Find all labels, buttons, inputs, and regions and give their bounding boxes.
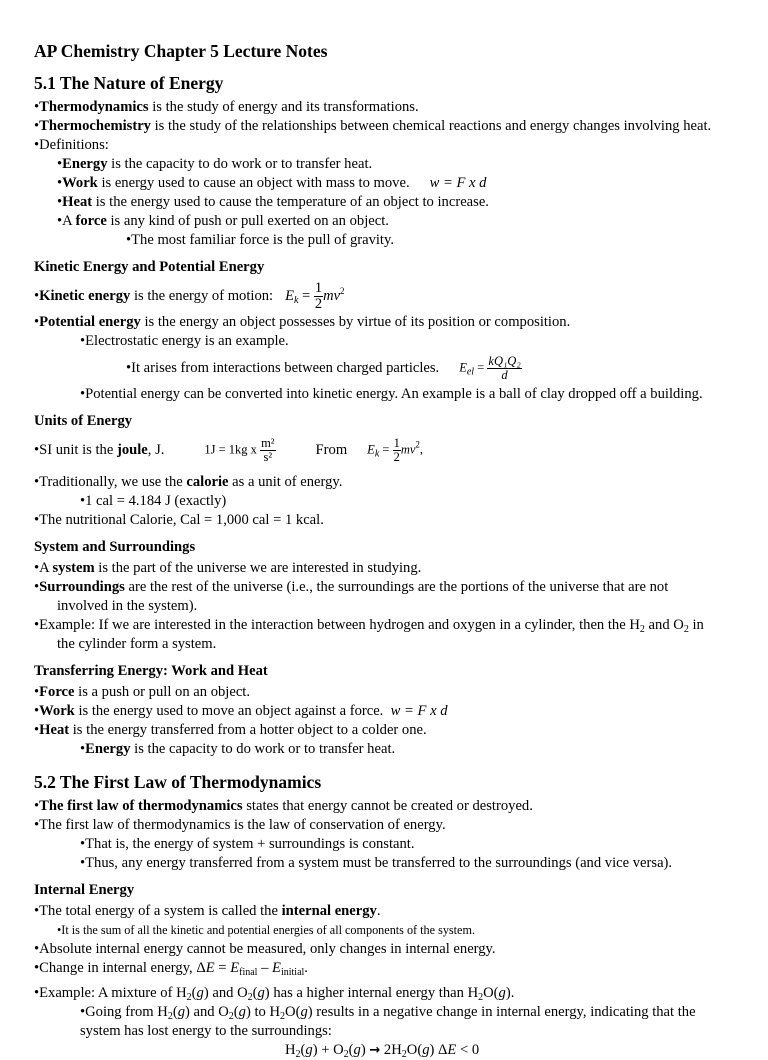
calorie-conversion: •1 cal = 4.184 J (exactly) [80, 493, 227, 509]
kinetic-energy-definition: •Kinetic energy is the energy of motion: $E_k$ = $\frac{1}{2}$ $mv^2$ [34, 279, 345, 313]
kinetic-energy-equation: $E_k$ = $\frac{1}{2}$ $mv^2$ [285, 279, 345, 313]
force-statement: •Force is a push or pull on an object. [34, 684, 251, 700]
internal-energy-example: •Example: A mixture of $H_2(g)$ and $O_2(g)$ has a higher internal energy than $H_2O(g)$. [34, 985, 515, 1003]
thermodynamics-definition: •Thermodynamics is the study of energy and its transformations. [34, 99, 419, 115]
internal-energy-sum-note: •It is the sum of all the kinetic and potential energies of all components of the system. [57, 923, 475, 937]
system-example: •Example: If we are interested in the interaction between hydrogen and oxygen in a cylinder, then the $H_2$ and $O_2$ in [34, 617, 704, 635]
kinetic-potential-heading: Kinetic Energy and Potential Energy [34, 259, 265, 275]
electrostatic-example: •Electrostatic energy is an example. [80, 333, 289, 349]
energy-definition: •Energy is the capacity to do work or to transfer heat. [57, 156, 373, 172]
absolute-energy-note: •Absolute internal energy cannot be measured, only changes in internal energy. [34, 941, 496, 957]
electrostatic-equation: $E_{el}$ = $\frac{\text{kQ₁Q₂}}{d}$ [459, 354, 521, 383]
half-fraction: $\frac{1}{2}$ [314, 279, 323, 313]
surroundings-continuation: involved in the system). [57, 598, 198, 614]
internal-energy-heading: Internal Energy [34, 882, 135, 898]
from-label: From [315, 442, 348, 458]
internal-energy-definition: •The total energy of a system is called the internal energy. [34, 903, 381, 919]
system-heading: System and Surroundings [34, 539, 196, 555]
kinetic-energy-equation-units: $E_k$ = $\frac{1}{2}$ $mv^2$, [367, 436, 424, 465]
heat-definition: •Heat is the energy used to cause the temperature of an object to increase. [57, 194, 489, 210]
negative-change-note: •Going from $H_2(g)$ and $O_2(g)$ to $H_2O(g)$ results in a negative change in internal energy, indicating that the [80, 1004, 696, 1022]
document-title: AP Chemistry Chapter 5 Lecture Notes [34, 41, 328, 61]
negative-change-continuation: system has lost energy to the surroundings: [80, 1023, 332, 1039]
first-law-statement: •The first law of thermodynamics states that energy cannot be created or destroyed. [34, 798, 533, 814]
surroundings-definition: •Surroundings are the rest of the universe (i.e., the surroundings are the portions of the universe that are not [34, 579, 669, 595]
system-example-continuation: the cylinder form a system. [57, 636, 217, 652]
work-statement: •Work is the energy used to move an object against a force. w = F x d [34, 703, 448, 719]
work-definition: •Work is energy used to cause an object with mass to move. w = F x d [57, 175, 487, 191]
section-heading-5-2: 5.2 The First Law of Thermodynamics [34, 772, 322, 792]
units-heading: Units of Energy [34, 413, 133, 429]
calorie-note: •Traditionally, we use the calorie as a unit of energy. [34, 474, 343, 490]
joule-equation: 1J = 1kg x $\frac{\text{m²}}{\text{s²}}$ [204, 436, 275, 465]
system-definition: •A system is the part of the universe we are interested in studying. [34, 560, 422, 576]
definitions-label: •Definitions: [34, 137, 109, 153]
work-equation-transfer: w = F x d [390, 703, 448, 719]
section-heading-5-1: 5.1 The Nature of Energy [34, 73, 224, 93]
conservation-statement: •The first law of thermodynamics is the law of conservation of energy. [34, 817, 446, 833]
transfer-heading: Transferring Energy: Work and Heat [34, 663, 268, 679]
transfer-note: •Thus, any energy transferred from a system must be transferred to the surroundings (and vice versa). [80, 855, 673, 871]
nutritional-calorie: •The nutritional Calorie, Cal = 1,000 cal = 1 kcal. [34, 512, 324, 528]
heat-statement: •Heat is the energy transferred from a hotter object to a colder one. [34, 722, 427, 738]
energy-statement: •Energy is the capacity to do work or to transfer heat. [80, 741, 396, 757]
reaction-arrow-icon: → [369, 1043, 381, 1058]
change-in-energy: •Change in internal energy, $\Delta E = E_{final} - E_{initial}$. [34, 960, 308, 978]
potential-energy-definition: •Potential energy is the energy an object possesses by virtue of its position or composition. [34, 314, 571, 330]
force-definition: •A force is any kind of push or pull exerted on an object. [57, 213, 389, 229]
water-formation-reaction: $H_2(g) + O_2(g) \to 2H_2O(g) \Delta E < 0$ [285, 1042, 480, 1060]
work-equation: w = F x d [429, 175, 487, 191]
charged-particles-note: •It arises from interactions between charged particles. $E_{el}$ = $\frac{\text{kQ₁Q₂}}{d}$ [126, 354, 521, 383]
si-unit-definition: •SI unit is the joule, J. 1J = 1kg x $\frac{\text{m²}}{\text{s²}}$ From $E_k$ = $\frac{1}{2}$ $mv^2$, [34, 436, 424, 465]
lecture-notes-page [0, 40, 768, 1060]
conversion-note: •Potential energy can be converted into kinetic energy. An example is a ball of clay dropped off a building. [80, 386, 703, 402]
gravity-note: •The most familiar force is the pull of gravity. [126, 232, 394, 248]
thermochemistry-definition: •Thermochemistry is the study of the relationships between chemical reactions and energy changes involving heat. [34, 118, 712, 134]
constant-energy-note: •That is, the energy of system + surroundings is constant. [80, 836, 415, 852]
